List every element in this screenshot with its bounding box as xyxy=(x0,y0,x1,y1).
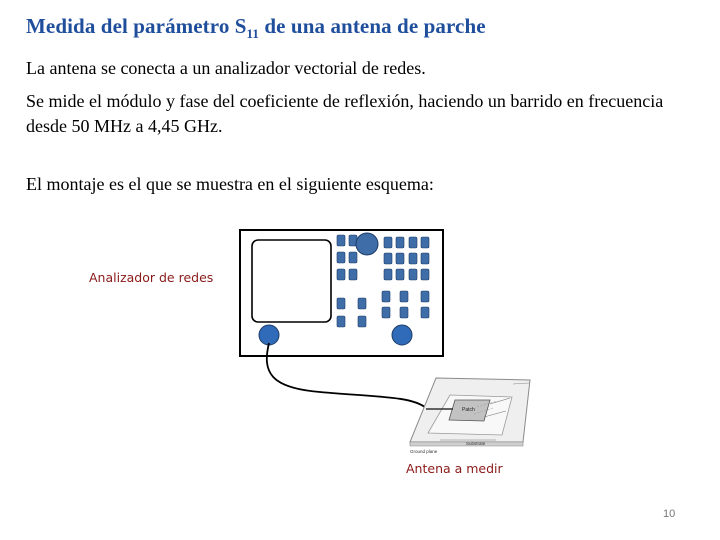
analyzer-button xyxy=(349,252,357,263)
analyzer-button xyxy=(358,316,366,327)
analyzer-button xyxy=(396,269,404,280)
paragraph-measurement: Se mide el módulo y fase del coeficiente de reflexión, haciendo un barrido en frecuencia desde 50 MHz a 4,45 GHz. xyxy=(26,91,664,136)
analyzer-button xyxy=(421,237,429,248)
analyzer-button xyxy=(396,237,404,248)
antenna-substrate-label: Substrate xyxy=(466,441,486,446)
antenna-ground-label: Ground plane xyxy=(410,449,438,454)
analyzer-button xyxy=(400,291,408,302)
page-number: 10 xyxy=(663,508,676,520)
analyzer-button xyxy=(358,298,366,309)
paragraph-connection: La antena se conecta a un analizador vectorial de redes. xyxy=(26,58,426,78)
analyzer-screen xyxy=(252,240,331,322)
analyzer-button xyxy=(421,253,429,264)
analyzer-button xyxy=(337,252,345,263)
analyzer-port-2 xyxy=(392,325,412,345)
analyzer-button xyxy=(409,269,417,280)
analyzer-button xyxy=(409,237,417,248)
analyzer-button xyxy=(421,307,429,318)
analyzer-button xyxy=(382,291,390,302)
analyzer-label: Analizador de redes xyxy=(89,270,214,285)
analyzer-button xyxy=(384,237,392,248)
analyzer-button xyxy=(384,269,392,280)
analyzer-button xyxy=(409,253,417,264)
patch-antenna-sketch xyxy=(410,378,530,454)
antenna-patch-label: Patch xyxy=(462,407,475,413)
analyzer-button xyxy=(337,298,345,309)
title-subscript: 11 xyxy=(246,26,260,42)
antenna-label: Antena a medir xyxy=(406,461,503,476)
analyzer-knob xyxy=(356,233,378,255)
analyzer-button xyxy=(382,307,390,318)
analyzer-button xyxy=(337,316,345,327)
paragraph-setup: El montaje es el que se muestra en el siguiente esquema: xyxy=(26,174,434,194)
analyzer-port-1 xyxy=(259,325,279,345)
analyzer-button xyxy=(384,253,392,264)
analyzer-button xyxy=(421,291,429,302)
analyzer-button xyxy=(349,269,357,280)
analyzer-button xyxy=(400,307,408,318)
analyzer-button xyxy=(337,235,345,246)
title-rest: de una antena de parche xyxy=(259,14,486,38)
analyzer-button xyxy=(337,269,345,280)
analyzer-button xyxy=(421,269,429,280)
analyzer-button xyxy=(396,253,404,264)
title-main: Medida del parámetro S xyxy=(26,14,247,38)
